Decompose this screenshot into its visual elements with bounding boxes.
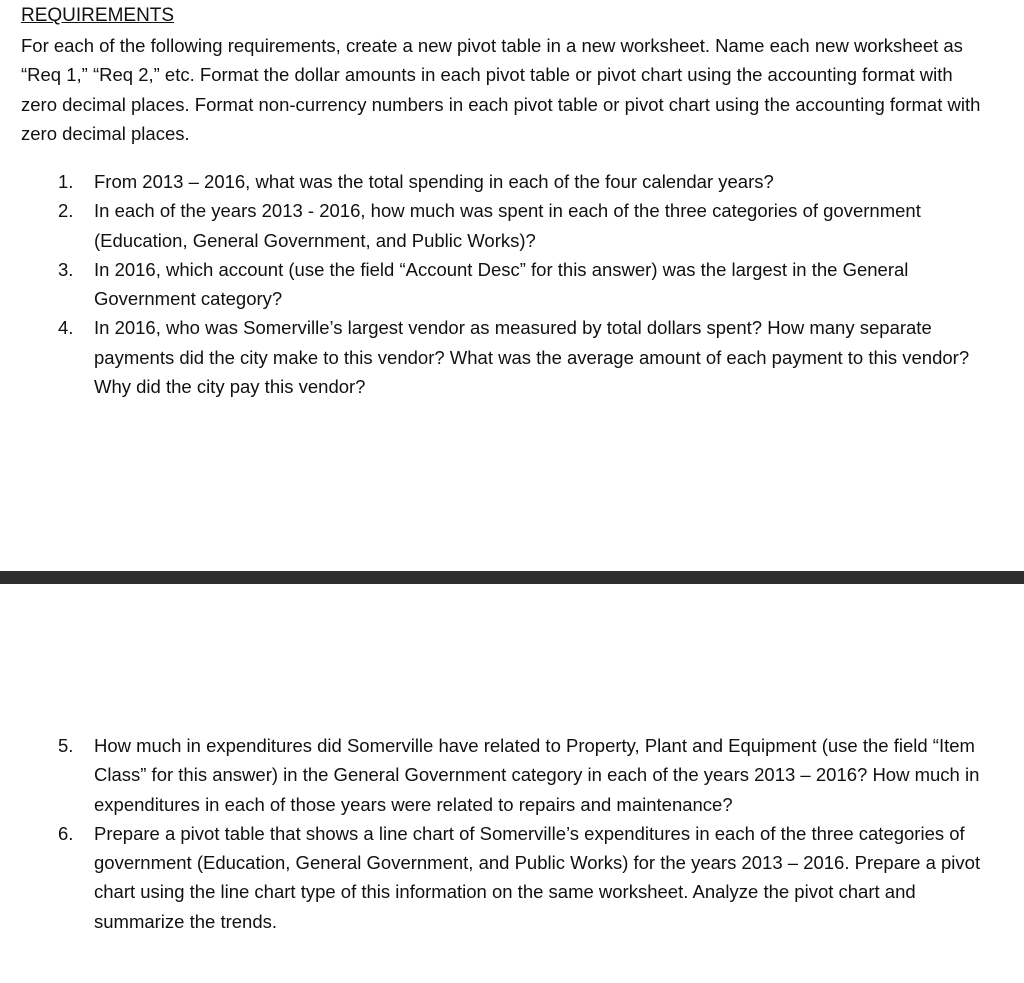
- requirement-number: 5.: [58, 735, 74, 756]
- requirement-text: From 2013 – 2016, what was the total spending in each of the four calendar years?: [94, 171, 774, 192]
- requirements-list-bottom: [21, 731, 981, 936]
- requirement-text: Prepare a pivot table that shows a line chart of Somerville’s expenditures in each of the three categories of government (Education, General Government, and Public Works) for the years 2013 – 2016. Prepare a pivot chart using the line chart type of this information on the same worksheet. Analyze the pivot chart and summarize the trends.: [94, 822, 981, 932]
- requirements-intro: For each of the following requirements, create a new pivot table in a new worksheet. Name each new worksheet as “Req 1,” “Req 2,” etc. Format the dollar amounts in each pivot table or pivot chart using the accounting format with zero decimal places. Format non-currency numbers in each pivot table or pivot chart using the accounting format with zero decimal places.: [21, 35, 981, 144]
- requirement-item-4: [21, 313, 981, 401]
- requirement-number: 2.: [58, 200, 74, 222]
- page-divider: [0, 571, 1024, 584]
- requirement-text: In each of the years 2013 - 2016, how much was spent in each of the three categories of government (Education, General Government, and Public Works)?: [94, 200, 921, 251]
- requirement-text: In 2016, which account (use the field “Account Desc” for this answer) was the largest in the General Government category?: [94, 258, 909, 310]
- requirement-number: 4.: [58, 317, 74, 339]
- requirement-item-5: [21, 731, 981, 819]
- requirement-item-1: [21, 167, 981, 196]
- requirement-item-3: [21, 255, 981, 314]
- requirement-text: How much in expenditures did Somerville have related to Property, Plant and Equipment (use the field “Item Class” for this answer) in the General Government category in each of the years 2013 – 2016? How much in expenditures in each of those years were related to repairs and maintenance?: [94, 735, 980, 815]
- requirement-item-6: [21, 819, 981, 936]
- requirements-section: [21, 3, 981, 148]
- requirement-item-2: [21, 196, 981, 255]
- requirements-heading: REQUIREMENTS: [21, 5, 175, 26]
- requirement-text: In 2016, who was Somerville’s largest vendor as measured by total dollars spent? How many separate payments did the city make to this vendor? What was the average amount of each payment to this vendor? Why did the city pay this vendor?: [94, 317, 970, 398]
- requirement-number: 6.: [58, 822, 74, 844]
- requirements-list-top: [21, 167, 981, 401]
- requirement-number: 1.: [58, 171, 74, 192]
- requirement-number: 3.: [58, 258, 74, 280]
